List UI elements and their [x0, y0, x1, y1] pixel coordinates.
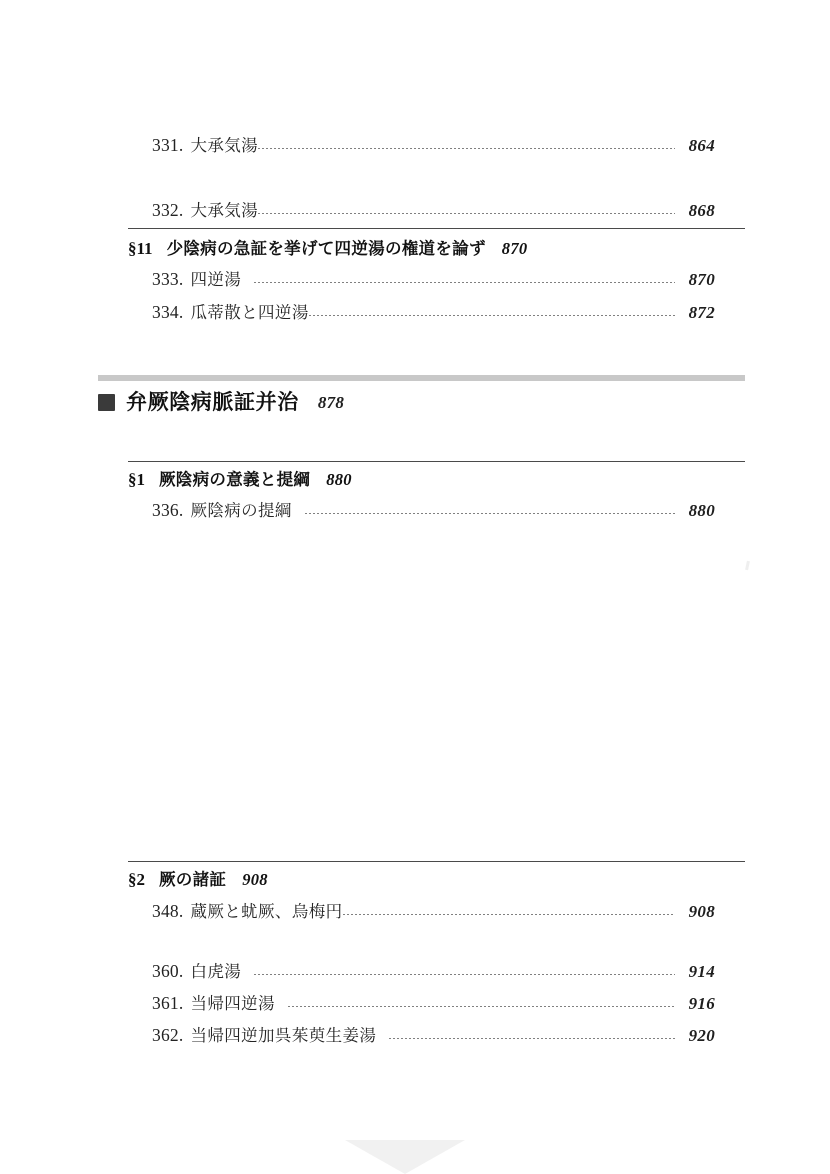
dot-leader: [258, 213, 675, 214]
chapter-heading[interactable]: [98, 392, 344, 413]
section-heading-1[interactable]: [128, 471, 352, 489]
section-title: 厥の諸証: [159, 870, 227, 889]
entry-page-number: 880: [688, 501, 715, 520]
toc-entry[interactable]: [152, 1027, 715, 1045]
dot-leader: [305, 513, 675, 514]
chapter-title: 弁厥陰病脈証并治: [126, 390, 299, 414]
section-mark: §1: [128, 470, 145, 489]
dot-leader: [309, 315, 675, 316]
dot-leader: [254, 282, 675, 283]
scan-artifact: [745, 561, 750, 570]
section-title: 厥陰病の意義と提綱: [159, 470, 311, 489]
toc-entry[interactable]: [152, 995, 715, 1013]
entry-title: 大承気湯: [190, 136, 259, 155]
dot-leader: [389, 1038, 675, 1039]
entry-number: 334.: [152, 302, 184, 322]
entry-page-number: 868: [688, 201, 715, 220]
dot-leader: [254, 974, 675, 975]
dot-leader: [343, 914, 675, 915]
entry-title: 瓜蒂散と四逆湯: [190, 303, 309, 322]
entry-page-number: 914: [688, 962, 715, 981]
entry-title: 大承気湯: [190, 201, 259, 220]
section-rule: [128, 461, 745, 462]
toc-entry[interactable]: [152, 903, 715, 921]
entry-number: 360.: [152, 961, 184, 981]
entry-page-number: 908: [688, 902, 715, 921]
entry-number: 362.: [152, 1025, 184, 1045]
entry-number: 331.: [152, 135, 184, 155]
entry-title: 蔵厥と蚘厥、烏梅円: [190, 902, 343, 921]
entry-title: 白虎湯: [190, 962, 242, 981]
section-rule: [128, 228, 745, 229]
section-mark: §2: [128, 870, 145, 889]
entry-number: 333.: [152, 269, 184, 289]
toc-entry[interactable]: [152, 137, 715, 155]
entry-title: 当帰四逆加呉茱萸生姜湯: [190, 1026, 377, 1045]
entry-title: 厥陰病の提綱: [190, 501, 292, 520]
section-page-number: 880: [326, 470, 352, 489]
chapter-page-number: 878: [317, 393, 345, 412]
entry-page-number: 864: [688, 136, 715, 155]
toc-entry[interactable]: [152, 202, 715, 220]
toc-entry[interactable]: [152, 304, 715, 322]
section-heading-11[interactable]: [128, 240, 527, 258]
entry-page-number: 872: [688, 303, 715, 322]
entry-number: 348.: [152, 901, 184, 921]
toc-entry[interactable]: [152, 271, 715, 289]
chapter-square-icon: [98, 394, 115, 411]
entry-number: 336.: [152, 500, 184, 520]
section-page-number: 870: [501, 239, 528, 258]
section-mark: §11: [128, 239, 153, 258]
chapter-band-rule: [98, 375, 745, 381]
entry-title: 当帰四逆湯: [190, 994, 275, 1013]
toc-entry[interactable]: [152, 963, 715, 981]
toc-entry[interactable]: [152, 502, 715, 520]
dot-leader: [258, 148, 675, 149]
entry-number: 332.: [152, 200, 184, 220]
entry-page-number: 870: [688, 270, 715, 289]
entry-page-number: 920: [688, 1026, 715, 1045]
entry-title: 四逆湯: [190, 270, 242, 289]
section-title: 少陰病の急証を挙げて四逆湯の権道を論ず: [166, 239, 486, 258]
page-fold-watermark: [345, 1140, 465, 1174]
section-heading-2[interactable]: [128, 871, 268, 889]
dot-leader: [288, 1006, 675, 1007]
section-page-number: 908: [242, 870, 268, 889]
entry-number: 361.: [152, 993, 184, 1013]
entry-page-number: 916: [688, 994, 715, 1013]
section-rule: [128, 861, 745, 862]
